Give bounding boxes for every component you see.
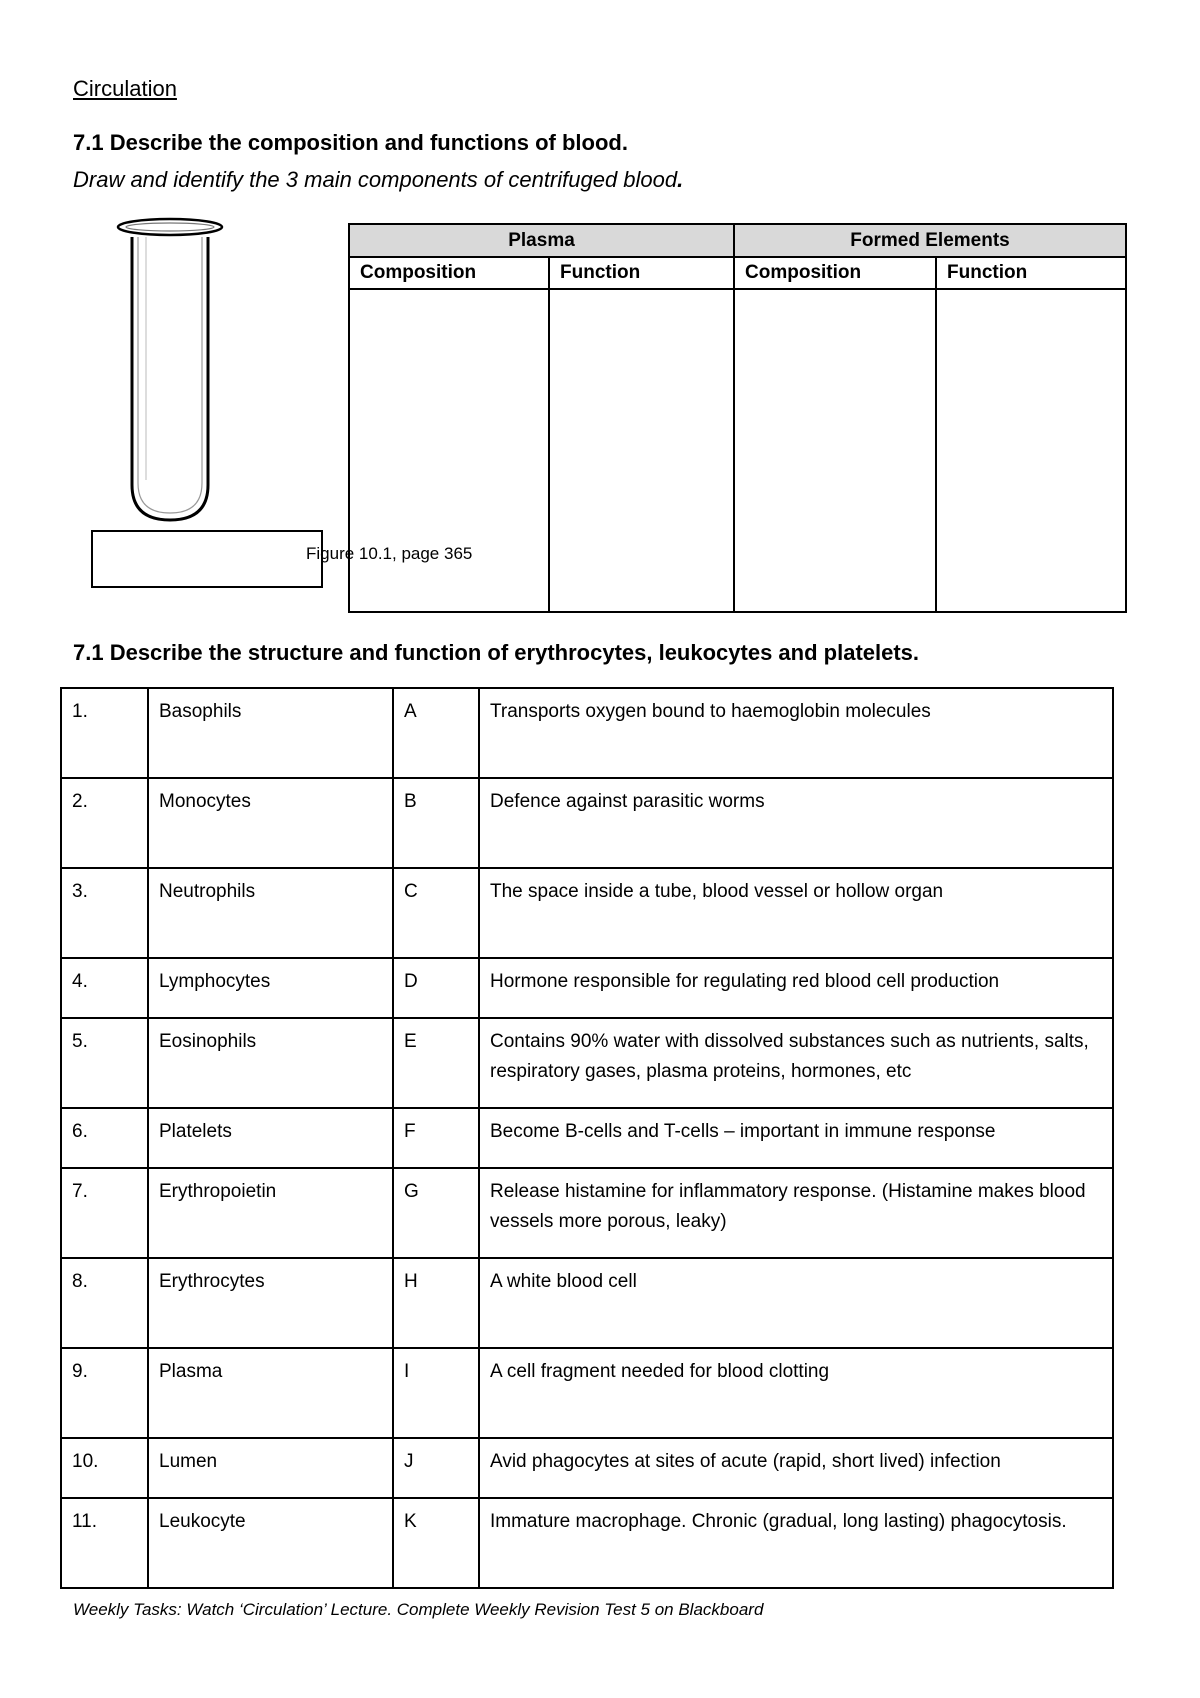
row-term: Platelets — [148, 1108, 393, 1168]
row-number: 10. — [61, 1438, 148, 1498]
table-row — [61, 1108, 1113, 1168]
page-title: Circulation — [73, 76, 177, 101]
row-term: Monocytes — [148, 778, 393, 868]
row-term: Lumen — [148, 1438, 393, 1498]
row-definition: Immature macrophage. Chronic (gradual, long lasting) phagocytosis. — [479, 1498, 1113, 1588]
row-number: 6. — [61, 1108, 148, 1168]
header-formed-elements: Formed Elements — [734, 224, 1126, 257]
weekly-tasks-footer: Weekly Tasks: Watch ‘Circulation’ Lecture. Complete Weekly Revision Test 5 on Blackboard — [73, 1600, 764, 1619]
header-plasma-function: Function — [549, 257, 734, 289]
table-row — [61, 1168, 1113, 1258]
row-definition: Defence against parasitic worms — [479, 778, 1113, 868]
row-definition: Contains 90% water with dissolved substances such as nutrients, salts, respiratory gases, plasma proteins, hormones, etc — [479, 1018, 1113, 1108]
table-row — [61, 1258, 1113, 1348]
row-term: Leukocyte — [148, 1498, 393, 1588]
row-term: Erythropoietin — [148, 1168, 393, 1258]
row-letter: H — [393, 1258, 479, 1348]
plasma-composition-cell[interactable] — [349, 289, 549, 612]
figure-label-box[interactable] — [91, 530, 323, 588]
row-definition: A white blood cell — [479, 1258, 1113, 1348]
row-number: 3. — [61, 868, 148, 958]
table-row — [61, 1018, 1113, 1108]
row-letter: C — [393, 868, 479, 958]
header-formed-function: Function — [936, 257, 1126, 289]
matching-table — [60, 687, 1114, 1589]
row-definition: A cell fragment needed for blood clotting — [479, 1348, 1113, 1438]
row-letter: D — [393, 958, 479, 1018]
table-row — [61, 868, 1113, 958]
table-row — [61, 1348, 1113, 1438]
header-plasma: Plasma — [349, 224, 734, 257]
row-number: 1. — [61, 688, 148, 778]
row-term: Neutrophils — [148, 868, 393, 958]
table-row — [61, 778, 1113, 868]
row-letter: F — [393, 1108, 479, 1168]
plasma-function-cell[interactable] — [549, 289, 734, 612]
row-number: 9. — [61, 1348, 148, 1438]
row-letter: E — [393, 1018, 479, 1108]
row-number: 5. — [61, 1018, 148, 1108]
instruction-period: . — [677, 167, 684, 192]
figure-caption: Figure 10.1, page 365 — [306, 544, 473, 563]
row-number: 11. — [61, 1498, 148, 1588]
composition-heading: 7.1 Describe the composition and functions of blood. — [73, 130, 628, 155]
row-letter: G — [393, 1168, 479, 1258]
row-term: Basophils — [148, 688, 393, 778]
table-row — [61, 958, 1113, 1018]
header-formed-composition: Composition — [734, 257, 936, 289]
row-number: 2. — [61, 778, 148, 868]
row-term: Eosinophils — [148, 1018, 393, 1108]
row-term: Lymphocytes — [148, 958, 393, 1018]
header-plasma-composition: Composition — [349, 257, 549, 289]
tube-rim — [118, 219, 222, 235]
formed-composition-cell[interactable] — [734, 289, 936, 612]
row-definition: Release histamine for inflammatory response. (Histamine makes blood vessels more porous, leaky) — [479, 1168, 1113, 1258]
instruction-text: Draw and identify the 3 main components of centrifuged blood — [73, 167, 678, 192]
row-number: 4. — [61, 958, 148, 1018]
cells-heading: 7.1 Describe the structure and function of erythrocytes, leukocytes and platelets. — [73, 640, 920, 665]
blood-composition-table — [348, 223, 1127, 613]
row-letter: K — [393, 1498, 479, 1588]
test-tube-illustration — [110, 215, 230, 530]
table-row — [61, 1498, 1113, 1588]
row-letter: J — [393, 1438, 479, 1498]
row-letter: I — [393, 1348, 479, 1438]
row-definition: The space inside a tube, blood vessel or hollow organ — [479, 868, 1113, 958]
table-row — [61, 688, 1113, 778]
row-letter: A — [393, 688, 479, 778]
row-definition: Hormone responsible for regulating red blood cell production — [479, 958, 1113, 1018]
row-letter: B — [393, 778, 479, 868]
row-number: 7. — [61, 1168, 148, 1258]
row-definition: Transports oxygen bound to haemoglobin molecules — [479, 688, 1113, 778]
row-term: Plasma — [148, 1348, 393, 1438]
composition-instruction — [73, 167, 683, 193]
formed-function-cell[interactable] — [936, 289, 1126, 612]
row-definition: Become B-cells and T-cells – important in immune response — [479, 1108, 1113, 1168]
row-definition: Avid phagocytes at sites of acute (rapid, short lived) infection — [479, 1438, 1113, 1498]
table-row — [61, 1438, 1113, 1498]
row-term: Erythrocytes — [148, 1258, 393, 1348]
tube-body — [132, 237, 208, 520]
row-number: 8. — [61, 1258, 148, 1348]
